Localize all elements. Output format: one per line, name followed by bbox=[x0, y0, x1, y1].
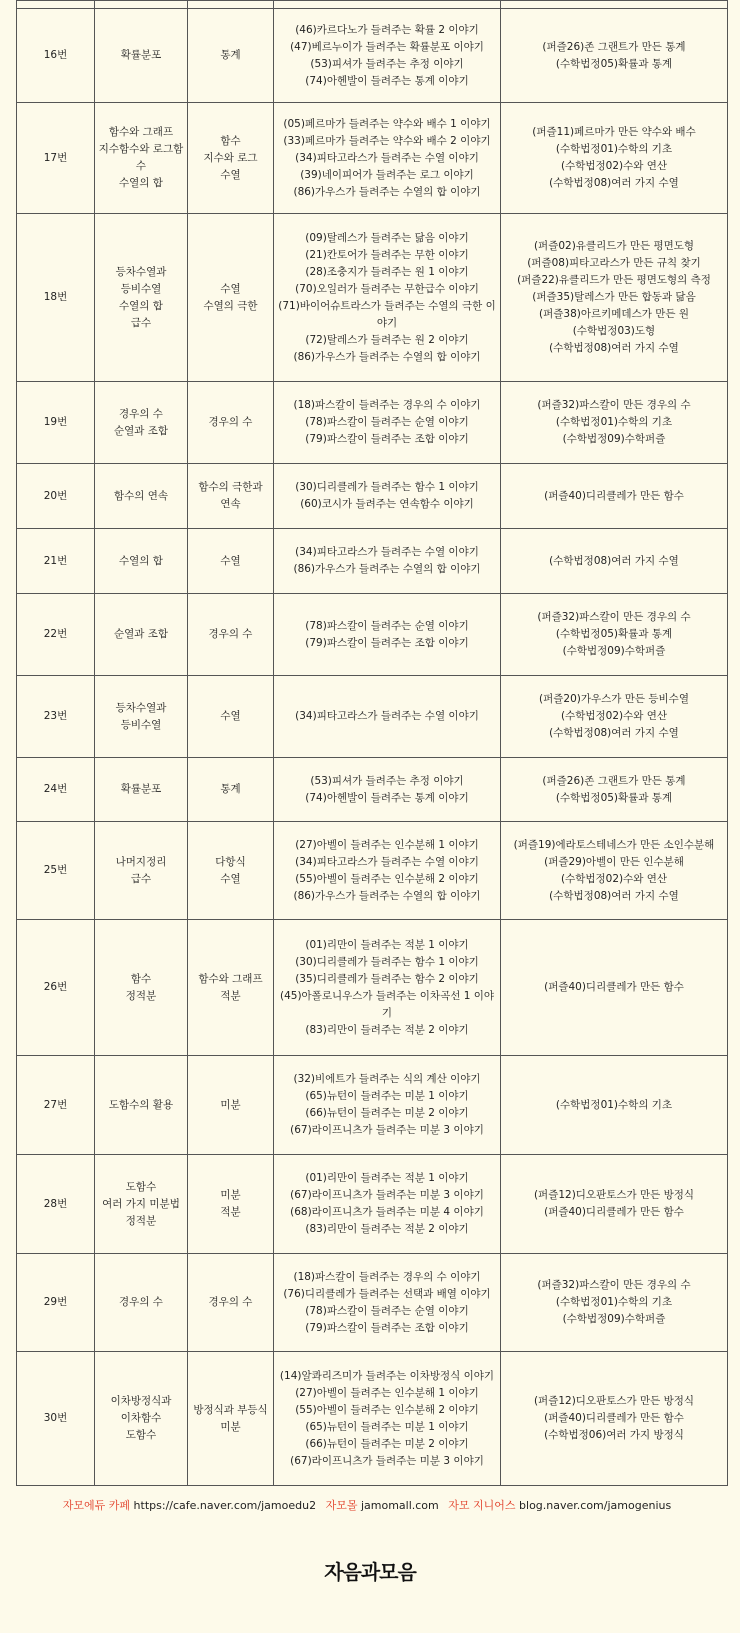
cell-stories: (18)파스칼이 들려주는 경우의 수 이야기 (76)디리클레가 들려주는 선택과 배열 이야기 (78)파스칼이 들려주는 순열 이야기 (79)파스칼이 들려주는 조합 이야기 bbox=[274, 1254, 501, 1352]
table-row bbox=[17, 594, 728, 676]
table-row bbox=[17, 920, 728, 1056]
mall-link[interactable]: jamomall.com bbox=[360, 1499, 439, 1512]
cell-areas: 수열 bbox=[188, 529, 274, 594]
cell-stories: (18)파스칼이 들려주는 경우의 수 이야기 (78)파스칼이 들려주는 순열 이야기 (79)파스칼이 들려주는 조합 이야기 bbox=[274, 382, 501, 464]
table-row bbox=[17, 382, 728, 464]
cell-topics: 등차수열과 등비수열 bbox=[95, 676, 188, 758]
cell-areas: 미분 bbox=[188, 1056, 274, 1155]
cell-stories: (14)알콰리즈미가 들려주는 이차방정식 이야기 (27)아벨이 들려주는 인수분해 1 이야기 (55)아벨이 들려주는 인수분해 2 이야기 (65)뉴턴이 들려주는 미분 1 이야기 (66)뉴턴이 들려주는 미분 2 이야기 (67)라이프니츠가 들려주는 미분 3 이야기 bbox=[274, 1352, 501, 1486]
table-row bbox=[17, 758, 728, 822]
cell-topics: 확률분포 bbox=[95, 758, 188, 822]
table-row bbox=[17, 1155, 728, 1254]
cell-topics: 나머지정리 급수 bbox=[95, 822, 188, 920]
cell-topics: 등차수열과 등비수열 수열의 합 급수 bbox=[95, 214, 188, 382]
cell-number: 28번 bbox=[17, 1155, 95, 1254]
cell-puzzles: (퍼즐20)가우스가 만든 등비수열 (수학법정02)수와 연산 (수학법정08)여러 가지 수열 bbox=[501, 676, 728, 758]
cell-puzzles: (퍼즐26)존 그랜트가 만든 통계 (수학법정05)확률과 통계 bbox=[501, 758, 728, 822]
cell-areas: 수열 수열의 극한 bbox=[188, 214, 274, 382]
cell-areas: 방정식과 부등식 미분 bbox=[188, 1352, 274, 1486]
cell-number bbox=[17, 1, 95, 9]
cell-puzzles: (퍼즐40)디리클레가 만든 함수 bbox=[501, 920, 728, 1056]
cell-areas: 경우의 수 bbox=[188, 594, 274, 676]
cell-areas: 다항식 수열 bbox=[188, 822, 274, 920]
cell-stories bbox=[274, 1, 501, 9]
cell-topics: 도함수 여러 가지 미분법 정적분 bbox=[95, 1155, 188, 1254]
cell-areas: 경우의 수 bbox=[188, 1254, 274, 1352]
cell-puzzles: (퍼즐02)유클리드가 만든 평면도형 (퍼즐08)피타고라스가 만든 규칙 찾기 (퍼즐22)유클리드가 만든 평면도형의 측정 (퍼즐35)탈레스가 만든 합동과 닮음 (퍼즐38)아르키메데스가 만든 원 (수학법정03)도형 (수학법정08)여러 가지 수열 bbox=[501, 214, 728, 382]
cell-stories: (34)피타고라스가 들려주는 수열 이야기 bbox=[274, 676, 501, 758]
cell-number: 19번 bbox=[17, 382, 95, 464]
cell-stories: (32)비에트가 들려주는 식의 계산 이야기 (65)뉴턴이 들려주는 미분 1 이야기 (66)뉴턴이 들려주는 미분 2 이야기 (67)라이프니츠가 들려주는 미분 3 이야기 bbox=[274, 1056, 501, 1155]
table-row bbox=[17, 529, 728, 594]
cell-number: 17번 bbox=[17, 103, 95, 214]
cell-stories: (01)리만이 들려주는 적분 1 이야기 (30)디리클레가 들려주는 함수 1 이야기 (35)디리클레가 들려주는 함수 2 이야기 (45)아폴로니우스가 들려주는 이차곡선 1 이야기 (83)리만이 들려주는 적분 2 이야기 bbox=[274, 920, 501, 1056]
cell-topics: 순열과 조합 bbox=[95, 594, 188, 676]
cell-topics: 함수의 연속 bbox=[95, 464, 188, 529]
curriculum-table bbox=[16, 0, 728, 1486]
cell-puzzles: (퍼즐11)페르마가 만든 약수와 배수 (수학법정01)수학의 기초 (수학법정02)수와 연산 (수학법정08)여러 가지 수열 bbox=[501, 103, 728, 214]
cafe-label: 자모에듀 카페 bbox=[62, 1499, 131, 1512]
cell-stories: (78)파스칼이 들려주는 순열 이야기 (79)파스칼이 들려주는 조합 이야기 bbox=[274, 594, 501, 676]
cell-puzzles: (퍼즐19)에라토스테네스가 만든 소인수분해 (퍼즐29)아벨이 만든 인수분해 (수학법정02)수와 연산 (수학법정08)여러 가지 수열 bbox=[501, 822, 728, 920]
cell-number: 30번 bbox=[17, 1352, 95, 1486]
cell-topics: 이차방정식과 이차함수 도함수 bbox=[95, 1352, 188, 1486]
cafe-link[interactable]: https://cafe.naver.com/jamoedu2 bbox=[133, 1499, 317, 1512]
cell-number: 26번 bbox=[17, 920, 95, 1056]
cell-areas bbox=[188, 1, 274, 9]
cell-topics: 경우의 수 순열과 조합 bbox=[95, 382, 188, 464]
cell-stories: (01)리만이 들려주는 적분 1 이야기 (67)라이프니츠가 들려주는 미분 3 이야기 (68)라이프니츠가 들려주는 미분 4 이야기 (83)리만이 들려주는 적분 2 이야기 bbox=[274, 1155, 501, 1254]
cell-areas: 통계 bbox=[188, 758, 274, 822]
cell-number: 20번 bbox=[17, 464, 95, 529]
cell-topics: 함수와 그래프 지수함수와 로그함수 수열의 합 bbox=[95, 103, 188, 214]
cell-number: 29번 bbox=[17, 1254, 95, 1352]
cell-number: 18번 bbox=[17, 214, 95, 382]
cell-puzzles: (수학법정01)수학의 기초 bbox=[501, 1056, 728, 1155]
cell-number: 16번 bbox=[17, 9, 95, 103]
table-row bbox=[17, 464, 728, 529]
cell-areas: 함수와 그래프 적분 bbox=[188, 920, 274, 1056]
table-row bbox=[17, 1, 728, 9]
cell-puzzles: (퍼즐12)디오판토스가 만든 방정식 (퍼즐40)디리클레가 만든 함수 bbox=[501, 1155, 728, 1254]
cell-topics: 수열의 합 bbox=[95, 529, 188, 594]
cell-stories: (53)피셔가 들려주는 추정 이야기 (74)아헨발이 들려주는 통계 이야기 bbox=[274, 758, 501, 822]
cell-number: 24번 bbox=[17, 758, 95, 822]
cell-puzzles: (수학법정08)여러 가지 수열 bbox=[501, 529, 728, 594]
genius-link[interactable]: blog.naver.com/jamogenius bbox=[519, 1499, 672, 1512]
table-row bbox=[17, 103, 728, 214]
footer-links bbox=[0, 1497, 740, 1513]
cell-number: 21번 bbox=[17, 529, 95, 594]
table-row bbox=[17, 822, 728, 920]
cell-stories: (27)아벨이 들려주는 인수분해 1 이야기 (34)피타고라스가 들려주는 수열 이야기 (55)아벨이 들려주는 인수분해 2 이야기 (86)가우스가 들려주는 수열의 합 이야기 bbox=[274, 822, 501, 920]
cell-number: 23번 bbox=[17, 676, 95, 758]
table-row bbox=[17, 676, 728, 758]
table-row bbox=[17, 1254, 728, 1352]
cell-puzzles: (퍼즐12)디오판토스가 만든 방정식 (퍼즐40)디리클레가 만든 함수 (수학법정06)여러 가지 방정식 bbox=[501, 1352, 728, 1486]
cell-areas: 함수 지수와 로그 수열 bbox=[188, 103, 274, 214]
cell-puzzles bbox=[501, 1, 728, 9]
table-row bbox=[17, 1056, 728, 1155]
cell-stories: (34)피타고라스가 들려주는 수열 이야기 (86)가우스가 들려주는 수열의 합 이야기 bbox=[274, 529, 501, 594]
publisher-logo: 자음과모음 bbox=[324, 1560, 416, 1584]
cell-stories: (05)페르마가 들려주는 약수와 배수 1 이야기 (33)페르마가 들려주는 약수와 배수 2 이야기 (34)피타고라스가 들려주는 수열 이야기 (39)네이피어가 들려주는 로그 이야기 (86)가우스가 들려주는 수열의 합 이야기 bbox=[274, 103, 501, 214]
cell-areas: 미분 적분 bbox=[188, 1155, 274, 1254]
cell-topics bbox=[95, 1, 188, 9]
cell-number: 22번 bbox=[17, 594, 95, 676]
table-row bbox=[17, 1352, 728, 1486]
cell-stories: (09)탈레스가 들려주는 닮음 이야기 (21)칸토어가 들려주는 무한 이야기 (28)조충지가 들려주는 원 1 이야기 (70)오일러가 들려주는 무한급수 이야기 (71)바이어슈트라스가 들려주는 수열의 극한 이야기 (72)탈레스가 들려주는 원 2 이야기 (86)가우스가 들려주는 수열의 합 이야기 bbox=[274, 214, 501, 382]
cell-areas: 통계 bbox=[188, 9, 274, 103]
cell-topics: 확률분포 bbox=[95, 9, 188, 103]
cell-stories: (30)디리클레가 들려주는 함수 1 이야기 (60)코시가 들려주는 연속함수 이야기 bbox=[274, 464, 501, 529]
cell-stories: (46)카르다노가 들려주는 확률 2 이야기 (47)베르누이가 들려주는 확률분포 이야기 (53)피셔가 들려주는 추정 이야기 (74)아헨발이 들려주는 통계 이야기 bbox=[274, 9, 501, 103]
mall-label: 자모몰 bbox=[325, 1499, 358, 1512]
table-row bbox=[17, 214, 728, 382]
cell-puzzles: (퍼즐32)파스칼이 만든 경우의 수 (수학법정01)수학의 기초 (수학법정09)수학퍼즐 bbox=[501, 382, 728, 464]
cell-puzzles: (퍼즐40)디리클레가 만든 함수 bbox=[501, 464, 728, 529]
cell-puzzles: (퍼즐32)파스칼이 만든 경우의 수 (수학법정05)확률과 통계 (수학법정09)수학퍼즐 bbox=[501, 594, 728, 676]
table-row bbox=[17, 9, 728, 103]
genius-label: 자모 지니어스 bbox=[448, 1499, 516, 1512]
cell-areas: 함수의 극한과 연속 bbox=[188, 464, 274, 529]
cell-areas: 경우의 수 bbox=[188, 382, 274, 464]
cell-puzzles: (퍼즐32)파스칼이 만든 경우의 수 (수학법정01)수학의 기초 (수학법정09)수학퍼즐 bbox=[501, 1254, 728, 1352]
cell-topics: 도함수의 활용 bbox=[95, 1056, 188, 1155]
cell-areas: 수열 bbox=[188, 676, 274, 758]
cell-puzzles: (퍼즐26)존 그랜트가 만든 통계 (수학법정05)확률과 통계 bbox=[501, 9, 728, 103]
cell-topics: 경우의 수 bbox=[95, 1254, 188, 1352]
cell-number: 25번 bbox=[17, 822, 95, 920]
cell-topics: 함수 정적분 bbox=[95, 920, 188, 1056]
cell-number: 27번 bbox=[17, 1056, 95, 1155]
